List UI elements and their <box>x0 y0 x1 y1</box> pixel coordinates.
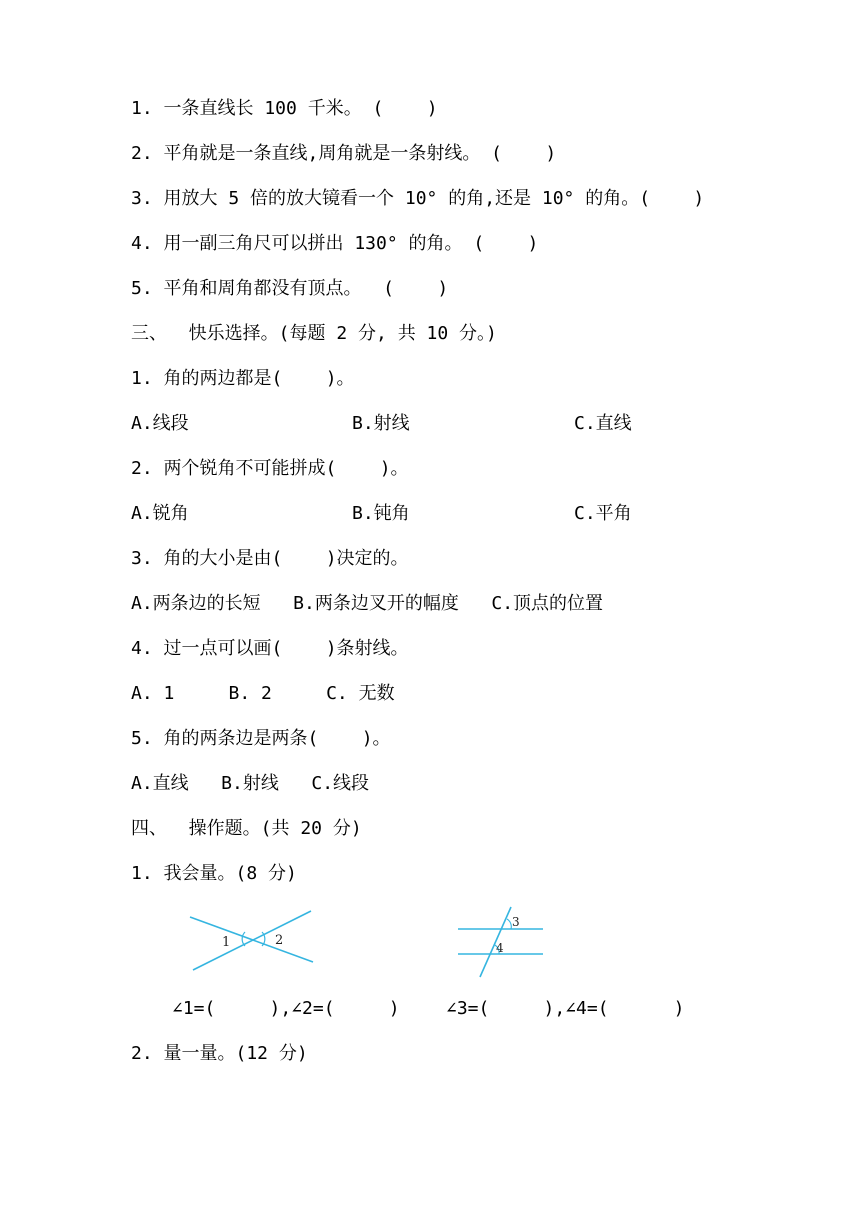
section-3-heading: 三、 快乐选择。(每题 2 分, 共 10 分。) <box>131 323 497 344</box>
parallel-lines-figure <box>455 905 550 980</box>
tf-item-1: 1. 一条直线长 100 千米。 ( ) <box>131 98 438 119</box>
angle-4-label: 4 <box>496 941 504 955</box>
choice-question-1: 1. 角的两边都是( )。 <box>131 368 355 389</box>
angle-3-label: 3 <box>512 915 520 929</box>
section-4-heading: 四、 操作题。(共 20 分) <box>131 818 362 839</box>
angle-2-label: 2 <box>275 933 284 948</box>
measure-answers-3-4: ∠3=( ),∠4=( ) <box>446 998 685 1019</box>
tf-item-2: 2. 平角就是一条直线,周角就是一条射线。 ( ) <box>131 143 557 164</box>
choice-1-option-b: B.射线 <box>352 413 410 434</box>
measure-answers-1-2: ∠1=( ),∠2=( ) <box>172 998 400 1019</box>
choice-question-4: 4. 过一点可以画( )条射线。 <box>131 638 409 659</box>
tf-item-4: 4. 用一副三角尺可以拼出 130° 的角。 ( ) <box>131 233 539 254</box>
choice-2-option-a: A.锐角 <box>131 503 189 524</box>
choice-question-3: 3. 角的大小是由( )决定的。 <box>131 548 409 569</box>
angle-3-arc <box>507 919 511 929</box>
operation-question-1: 1. 我会量。(8 分) <box>131 863 297 884</box>
tf-item-5: 5. 平角和周角都没有顶点。 ( ) <box>131 278 449 299</box>
intersecting-lines-figure <box>185 905 320 975</box>
choice-2-option-c: C.平角 <box>574 503 632 524</box>
line-segment <box>190 917 313 962</box>
choice-1-option-c: C.直线 <box>574 413 632 434</box>
operation-question-2: 2. 量一量。(12 分) <box>131 1043 308 1064</box>
angle-1-label: 1 <box>222 935 231 950</box>
choice-question-5: 5. 角的两条边是两条( )。 <box>131 728 391 749</box>
line-segment <box>193 911 311 970</box>
tf-item-3: 3. 用放大 5 倍的放大镜看一个 10° 的角,还是 10° 的角。( ) <box>131 188 705 209</box>
choice-question-2: 2. 两个锐角不可能拼成( )。 <box>131 458 409 479</box>
choice-2-option-b: B.钝角 <box>352 503 410 524</box>
choice-1-option-a: A.线段 <box>131 413 189 434</box>
choice-4-options: A. 1 B. 2 C. 无数 <box>131 683 395 704</box>
choice-3-options: A.两条边的长短 B.两条边叉开的幅度 C.顶点的位置 <box>131 593 604 614</box>
choice-5-options: A.直线 B.射线 C.线段 <box>131 773 370 794</box>
